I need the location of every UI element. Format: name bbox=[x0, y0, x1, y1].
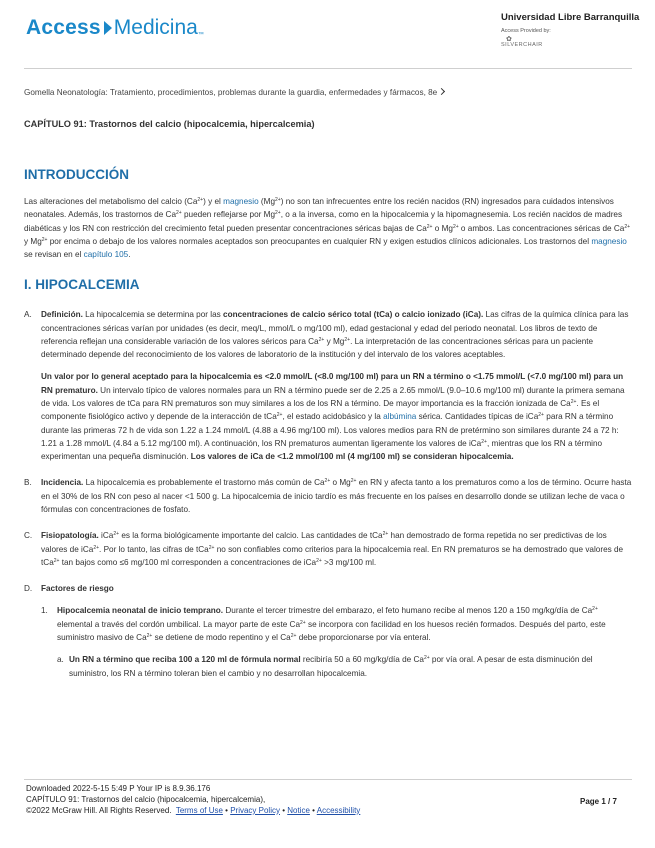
subitem-a-rn-termino bbox=[57, 653, 632, 680]
incidencia-paragraph: Incidencia. La hipocalcemia es probablemente el trastorno más común de $Ca^{2+}$ o $Mg^{2+}$ en RN y afecta tanto a los prematuros como a los de término. Ocurre hasta en el 30% de los RN con peso al nacer <1 500 g. La hipocalcemia de inicio tardío es más frecuente en los países en desarrollo donde se utilizan leche de vaca o fórmulas con concentraciones de fosfato. bbox=[41, 478, 632, 514]
section-b-incidencia bbox=[24, 476, 632, 516]
chapter-content bbox=[24, 80, 632, 680]
intro-heading: INTRODUCCIÓN bbox=[24, 167, 129, 183]
privacy-link[interactable]: Privacy Policy bbox=[230, 805, 280, 815]
subitem-1-inicio-temprano bbox=[41, 604, 632, 679]
rn-termino-paragraph: Un RN a término que reciba 100 a 120 ml de fórmula normal recibiría 50 a 60 mg/kg/día de $Ca^{2+}$ por vía oral. A pesar de esta disminución del suministro, los RN a término toleran bien el cambio y no desarrollan hipocalcemia. bbox=[69, 655, 593, 678]
item-label: D. bbox=[24, 584, 33, 594]
access-provided-label: Access Provided by: bbox=[501, 28, 551, 34]
book-title-link[interactable] bbox=[24, 86, 632, 99]
header-divider bbox=[24, 68, 632, 69]
item-label: A. bbox=[24, 310, 32, 320]
copyright: ©2022 McGraw Hill. All Rights Reserved. bbox=[26, 805, 172, 815]
download-info: Downloaded 2022-5-15 5:49 P Your IP is 8.9.36.176 bbox=[26, 784, 211, 793]
section-c-fisiopatologia bbox=[24, 529, 632, 569]
footer-divider bbox=[24, 779, 632, 780]
hipocalcemia-heading: I. HIPOCALCEMIA bbox=[24, 277, 140, 293]
notice-link[interactable]: Notice bbox=[287, 805, 310, 815]
provider-name: SILVERCHAIR bbox=[501, 42, 543, 48]
accessibility-link[interactable]: Accessibility bbox=[316, 805, 361, 815]
magnesio-link-2[interactable]: magnesio bbox=[591, 236, 627, 246]
magnesio-link[interactable]: magnesio bbox=[223, 197, 259, 207]
chapter-105-link[interactable]: capítulo 105 bbox=[83, 250, 129, 260]
accessmedicina-logo[interactable] bbox=[26, 11, 204, 45]
logo-arrow-icon bbox=[104, 21, 112, 35]
fisiopatologia-paragraph: Fisiopatología. iCa$^{2+}$ es la forma biológicamente importante del calcio. Las cantidades de tCa$^{2+}$ han demostrado de forma repetida no ser predictivas de los valores de iCa$^{2+}$. Por lo tanto, las cifras de tCa$^{2+}$ no son confiables como criterios para la hipocalcemia real. En RN prematuros se ha demostrado que valores de tCa$^{2+}$ tan bajos como ≤6 mg/100 ml corresponden a concentraciones de iCa$^{2+}$ >3 mg/100 ml. bbox=[41, 531, 624, 567]
footer-legal: ©2022 McGraw Hill. All Rights Reserved. Terms of Use • Privacy Policy • Notice • Accessibility bbox=[26, 805, 361, 815]
logo-medicina-text: Medicina bbox=[113, 16, 198, 39]
section-a-definicion bbox=[24, 308, 632, 463]
factores-heading: Factores de riesgo bbox=[41, 584, 114, 594]
logo-trademark: ™ bbox=[197, 32, 204, 39]
provider-logo-icon: ✿ bbox=[506, 36, 512, 43]
item-label: C. bbox=[24, 531, 33, 541]
logo-access-text: Access bbox=[26, 16, 101, 39]
chevron-right-icon bbox=[438, 88, 445, 95]
intro-paragraph: Las alteraciones del metabolismo del calcio $(Ca^{2+})$ y el magnesio $(Mg^{2+})$ no son tan infrecuentes entre los recién nacidos (RN) ingresados para cuidados intensivos neonatales. Además, los trastornos de $Ca^{2+}$ pueden reflejarse por $Mg^{2+}$, o a la inversa, como en la hipocalcemia y la hipomagnesemia. Los recién nacidos de madres diabéticas y los RN con restricción del crecimiento fetal pueden presentar concentraciones séricas bajas de $Ca^{2+}$ o $Mg^{2+}$ o ambos. Las concentraciones séricas de $Ca^{2+}$ y $Mg^{2+}$ por encima o debajo de los valores normales aceptados son preocupantes en cualquier RN y exigen estudios clínicos adicionales. Los trastornos del magnesio se revisan en el capítulo 105. bbox=[24, 197, 631, 260]
terms-link[interactable]: Terms of Use bbox=[175, 805, 223, 815]
chapter-title: CAPÍTULO 91: Trastornos del calcio (hipocalcemia, hipercalcemia) bbox=[24, 119, 315, 130]
inicio-temprano-paragraph: Hipocalcemia neonatal de inicio temprano. Durante el tercer trimestre del embarazo, el feto humano recibe al menos 120 a 150 mg/kg/día de $Ca^{2+}$ elemental a través del cordón umbilical. La mayor parte de este $Ca^{2+}$ se incorpora con facilidad en los huesos recién formados. Después del parto, este suministro masivo de $Ca^{2+}$ se detiene de modo repentino y el $Ca^{2+}$ debe proporcionarse por vía enteral. bbox=[57, 606, 606, 642]
subitem-label: 1. bbox=[41, 606, 48, 616]
definicion-paragraph: Definición. La hipocalcemia se determina por las concentraciones de calcio sérico total (tCa) o calcio ionizado (iCa). Las cifras de la química clínica para las concentraciones séricas varían por unidades (es decir, meq/L, mmol/L o mg/100 ml), edad gestacional y edad del periodo neonatal. Los libros de texto de referencia reflejan una considerable variación de los valores séricos para $Ca^{2+}$ y $Mg^{2+}$. La interpretación de las concentraciones séricas para un paciente determinado depende del reconocimiento de los valores de laboratorio de la institución y del intervalo de los valores aceptables. bbox=[41, 310, 629, 360]
item-label: B. bbox=[24, 478, 32, 488]
albumina-link[interactable]: albúmina bbox=[383, 412, 417, 422]
valores-paragraph: Un valor por lo general aceptado para la hipocalcemia es <2.0 mmol/L (<8.0 mg/100 ml) para un RN a término o <1.75 mmol/L (<7.0 mg/100 ml) para un RN prematuro. Un intervalo típico de valores normales para un RN a término puede ser de 2.25 a 2.65 mmol/L (9.0–10.6 mg/100 ml) durante la primera semana de vida. Los valores de tCa para RN prematuros son muy similares a los de los RN a término. De mayor importancia es la fracción ionizada de $Ca^{2+}$. Es el componente fisiológico activo y depende de la interacción de tCa$^{2+}$, el estado acidobásico y la albúmina sérica. Cantidades típicas de iCa$^{2+}$ para RN a término durante las primeras 72 h de vida son 1.22 a 1.24 mmol/L (4.88 a 4.96 mg/100 ml). Los valores medios para RN de pretérmino son similares durante 24 a 72 h: 1.21 a 1.28 mmol/L (4.84 a 5.12 mg/100 ml). A continuación, los RN prematuros aumentan ligeramente los valores de iCa$^{2+}$, mientras que los RN a término experimentan una pequeña disminución. Los valores de iCa de <1.2 mmol/100 ml (4 mg/100 ml) se consideran hipocalcemia. bbox=[41, 372, 625, 462]
section-d-factores bbox=[24, 582, 632, 680]
book-title-text: Gomella Neonatología: Tratamiento, procedimientos, problemas durante la guardia, enfermedades y fármacos, 8e bbox=[24, 88, 438, 97]
page-number: Page 1 / 7 bbox=[580, 797, 617, 806]
footer-chapter: CAPÍTULO 91: Trastornos del calcio (hipocalcemia, hipercalcemia), bbox=[26, 794, 266, 804]
institution-name: Universidad Libre Barranquilla bbox=[501, 12, 640, 23]
page-footer bbox=[26, 784, 360, 816]
subsubitem-label: a. bbox=[57, 655, 64, 665]
page-header bbox=[0, 0, 655, 70]
